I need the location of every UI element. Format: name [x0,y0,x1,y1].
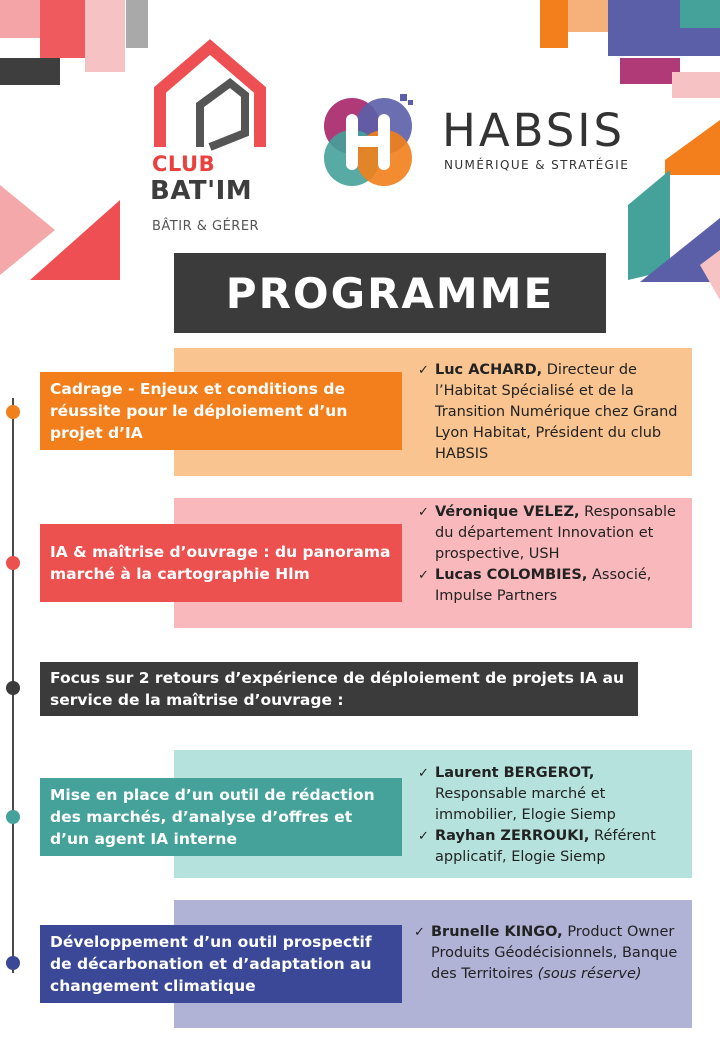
speaker-role: Responsable du département Innovation et prospective, USH [435,504,676,562]
speaker-item [414,922,680,985]
habsis-logo-mark [318,92,418,192]
session-3-focus-title: Focus sur 2 retours d’expérience de déploiement de projets IA au service de la maîtrise d’ouvrage : [40,662,638,716]
session-1-speakers [418,360,680,465]
timeline-dot-3 [6,681,20,695]
timeline-dot-2 [6,556,20,570]
check-icon: ✓ [418,829,429,844]
speaker-name: Rayhan ZERROUKI, [435,828,590,844]
habsis-name-text: HABSIS [442,104,626,157]
session-1-title: Cadrage - Enjeux et conditions de réussite pour le déploiement d’un projet d’IA [40,372,402,450]
check-icon: ✓ [418,363,429,378]
speaker-role: Référent applicatif, Elogie Siemp [435,828,656,865]
speaker-role: Directeur de l’Habitat Spécialisé et de la Transition Numérique chez Grand Lyon Habitat, Président du club HABSIS [435,362,678,462]
check-icon: ✓ [418,568,429,583]
timeline-dot-5 [6,956,20,970]
session-4-title: Mise en place d’un outil de rédaction des marchés, d’analyse d’offres et d’un agent IA interne [40,778,402,856]
check-icon: ✓ [418,505,429,520]
speaker-name: Lucas COLOMBIES, [435,567,588,583]
speaker-name: Brunelle KINGO, [431,924,563,940]
session-5-title: Développement d’un outil prospectif de décarbonation et d’adaptation au changement climatique [40,925,402,1003]
habsis-tagline: NUMÉRIQUE & STRATÉGIE [444,158,630,172]
timeline-dot-1 [6,405,20,419]
batim-name-text: BAT'IM [150,176,253,206]
session-2-speakers [418,502,680,607]
check-icon: ✓ [418,766,429,781]
check-icon: ✓ [414,925,425,940]
batim-tagline: BÂTIR & GÉRER [152,219,260,234]
decor-top-left [0,0,170,290]
timeline-dot-4 [6,810,20,824]
speaker-note: (sous réserve) [537,966,642,982]
session-4-speakers [418,763,680,868]
speaker-name: Laurent BERGEROT, [435,765,595,781]
speaker-item [418,502,680,565]
speaker-role: Product Owner Produits Géodécisionnels, Banque des Territoires [431,924,678,982]
speaker-role: Associé, Impulse Partners [435,567,652,604]
speaker-name: Luc ACHARD, [435,362,543,378]
session-5-speakers [414,922,680,985]
speaker-item [418,826,680,868]
speaker-name: Véronique VELEZ, [435,504,580,520]
speaker-item [418,360,680,465]
speaker-item [418,565,680,607]
speaker-item [418,763,680,826]
speaker-role: Responsable marché et immobilier, Elogie Siemp [435,786,616,823]
batim-club-text: CLUB [152,152,216,176]
session-2-title: IA & maîtrise d’ouvrage : du panorama marché à la cartographie Hlm [40,524,402,602]
club-batim-logo [150,35,280,240]
programme-title: PROGRAMME [174,253,606,333]
